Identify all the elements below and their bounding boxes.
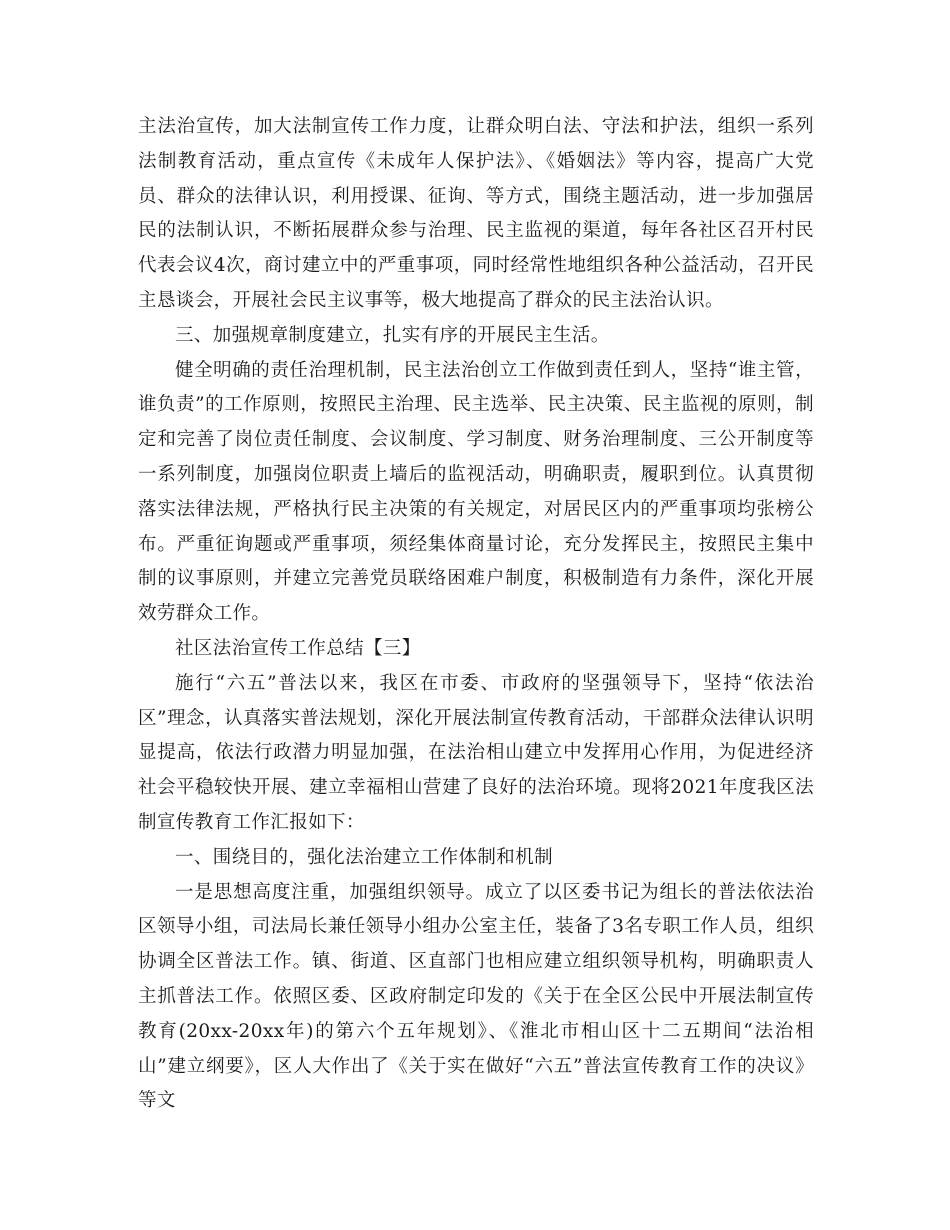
section-heading-three: 三、加强规章制度建立，扎实有序的开展民主生活。 <box>175 324 610 346</box>
paragraph-responsibility: 健全明确的责任治理机制，民主法治创立工作做到责任到人，坚持“谁主管，谁负责”的工作原则，按照民主治理、民主选举、民主决策、民主监视的原则，制定和完善了岗位责任制度、会议制度、学习制度、财务治理制度、三公开制度等一系列制度，加强岗位职责上墙后的监视活动，明确职责，履职到位。认真贯彻落实法律法规，严格执行民主决策的有关规定，对居民区内的严重事项均张榜公布。严重征询题或严重事项，须经集体商量讨论，充分发挥民主，按照民主集中制的议事原则，并建立完善党员联络困难户制度，积极制造有力条件，深化开展效劳群众工作。 <box>138 359 814 625</box>
paragraph-continued: 主法治宣传，加大法制宣传工作力度，让群众明白法、守法和护法，组织一系列法制教育活动，重点宣传《未成年人保护法》、《婚姻法》等内容，提高广大党员、群众的法律认识，利用授课、征询、等方式，围绕主题活动，进一步加强居民的法制认识，不断拓展群众参与治理、民主监视的渠道，每年各社区召开村民代表会议4次，商讨建立中的严重事项，同时经常性地组织各种公益活动，召开民主恳谈会，开展社会民主议事等，极大地提高了群众的民主法治认识。 <box>138 116 814 311</box>
section-heading-one: 一、围绕目的，强化法治建立工作体制和机制 <box>175 846 554 868</box>
section-title-summary-three: 社区法治宣传工作总结【三】 <box>175 637 421 659</box>
paragraph-leadership: 一是思想高度注重，加强组织领导。成立了以区委书记为组长的普法依法治区领导小组，司法局长兼任领导小组办公室主任，装备了3名专职工作人员，组织协调全区普法工作。镇、街道、区直部门也相应建立组织领导机构，明确职责人主抓普法工作。依照区委、区政府制定印发的《关于在全区公民中开展法制宣传教育(20xx-20xx年)的第六个五年规划》、《淮北市相山区十二五期间“法治相山”建立纲要》，区人大作出了《关于实在做好“六五”普法宣传教育工作的决议》等文 <box>138 881 814 1112</box>
paragraph-intro: 施行“六五”普法以来，我区在市委、市政府的坚强领导下，坚持“依法治区”理念，认真落实普法规划，深化开展法制宣传教育活动，干部群众法律认识明显提高，依法行政潜力明显加强，在法治相山建立中发挥用心作用，为促进经济社会平稳较快开展、建立幸福相山营建了良好的法治环境。现将2021年度我区法制宣传教育工作汇报如下： <box>138 672 814 833</box>
